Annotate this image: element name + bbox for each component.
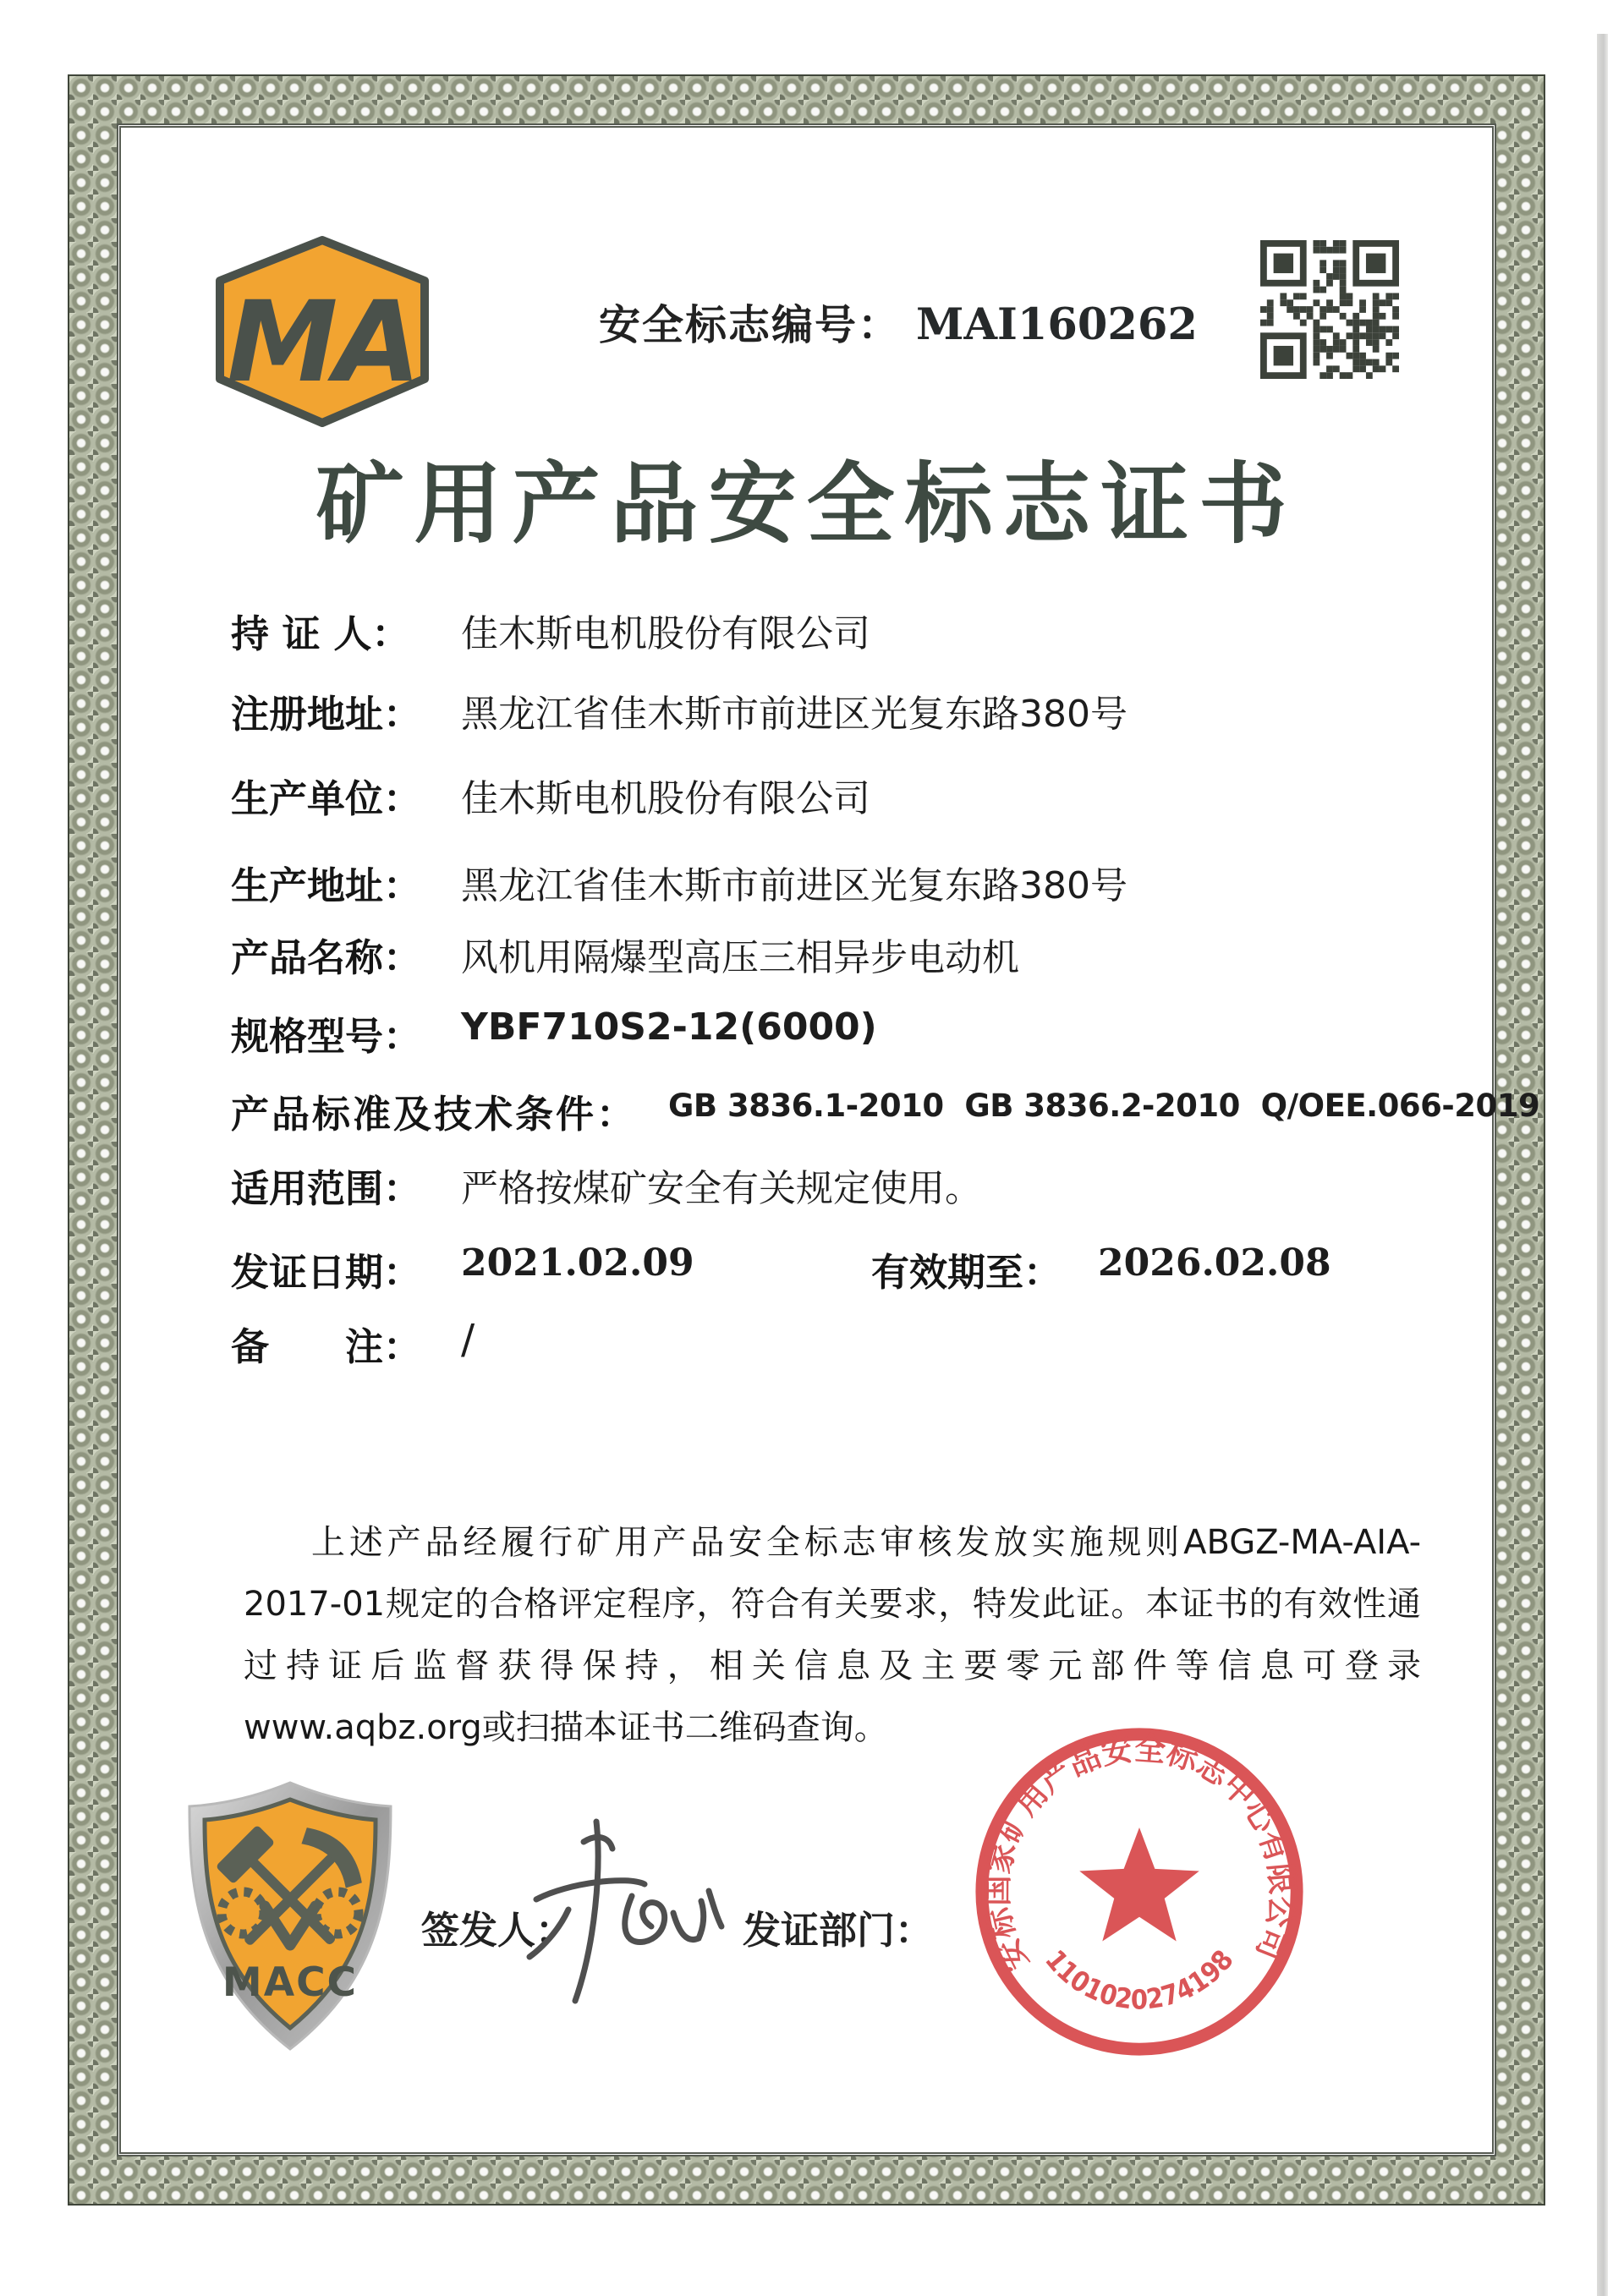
field-row-production-address <box>0 855 1624 906</box>
issuer-label: 发证部门： <box>743 1908 934 1953</box>
field-value: 风机用隔爆型高压三相异步电动机 <box>461 936 1019 979</box>
macc-label: MACC <box>222 1959 359 2006</box>
certificate-title: 矿用产品安全标志证书 <box>315 452 1298 556</box>
field-label: 产品名称： <box>231 935 422 980</box>
field-label: 持 证 人： <box>231 611 410 656</box>
expiry-date-label: 有效期至： <box>871 1250 1062 1295</box>
field-value: 佳木斯电机股份有限公司 <box>461 777 870 820</box>
ma-logo-letters: MA <box>227 277 418 408</box>
field-value: 佳木斯电机股份有限公司 <box>461 612 870 655</box>
field-label: 生产单位： <box>231 776 422 821</box>
seal-star-icon <box>1079 1827 1199 1942</box>
field-row-registered-address <box>0 683 1624 737</box>
cert-number-value: MAI160262 <box>916 299 1198 350</box>
issue-date-label: 发证日期： <box>231 1250 422 1295</box>
signer-label: 签发人： <box>421 1908 574 1953</box>
cert-number-line <box>599 293 1198 352</box>
field-label: 适用范围： <box>231 1166 422 1211</box>
field-value: 黑龙江省佳木斯市前进区光复东路380号 <box>461 693 1127 736</box>
field-value: 严格按煤矿安全有关规定使用。 <box>461 1167 982 1210</box>
certificate-statement: 上述产品经履行矿用产品安全标志审核发放实施规则ABGZ-MA-AIA-2017-01规定的合格评定程序，符合有关要求，特发此证。本证书的有效性通过持证后监督获得保持，相关信息及主要零元部件等信息可登录www.aqbz.org或扫描本证书二维码查询。 <box>244 1523 1421 1747</box>
expiry-date-value: 2026.02.08 <box>1098 1241 1331 1285</box>
field-row-remarks <box>0 1316 1624 1367</box>
field-label: 注册地址： <box>231 692 422 737</box>
ma-logo <box>211 235 433 428</box>
field-label: 备 注： <box>231 1324 422 1369</box>
field-label: 产品标准及技术条件： <box>231 1092 638 1137</box>
field-value: YBF710S2-12(6000) <box>461 1006 877 1049</box>
macc-logo <box>179 1774 401 2058</box>
field-value: 黑龙江省佳木斯市前进区光复东路380号 <box>461 864 1127 907</box>
field-row-scope <box>0 1158 1624 1211</box>
field-row-model <box>0 1006 1624 1059</box>
svg-text:1101020274198 <box>1039 1944 1240 2016</box>
signature <box>516 1815 729 2016</box>
field-row-dates <box>0 1241 1624 1295</box>
field-value: GB 3836.1-2010 GB 3836.2-2010 Q/OEE.066-2019 <box>668 1088 1540 1124</box>
seal-number: 1101020274198 <box>1039 1942 1242 2016</box>
cert-number-label: 安全标志编号： <box>599 301 902 349</box>
seal-ring-text: 安标国家矿用产品安全标志中心有限公司 <box>978 1729 1302 1978</box>
issue-date-value: 2021.02.09 <box>461 1241 694 1285</box>
field-label: 生产地址： <box>231 863 422 908</box>
field-row-manufacturer <box>0 768 1624 819</box>
field-value: / <box>461 1316 475 1363</box>
field-row-standards <box>0 1083 1624 1137</box>
official-seal <box>969 1722 1309 2062</box>
qr-code-icon <box>1260 240 1399 379</box>
field-row-product-name <box>0 927 1624 978</box>
field-row-holder <box>0 603 1624 654</box>
field-label: 规格型号： <box>231 1014 422 1059</box>
